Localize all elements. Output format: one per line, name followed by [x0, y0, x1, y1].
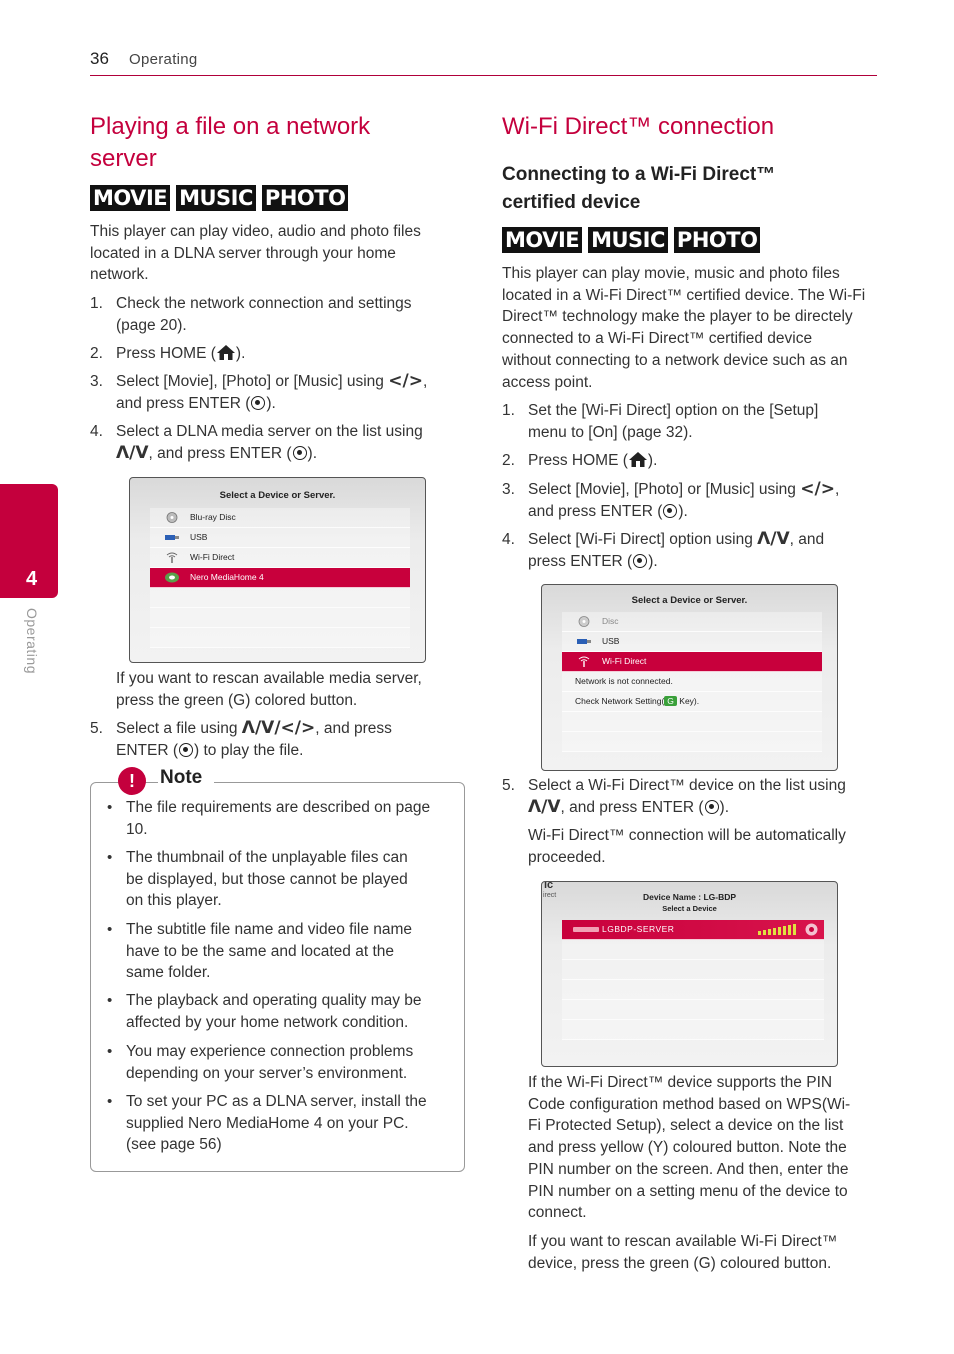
disc-icon: [164, 512, 180, 523]
device-name-header: Device Name : LG-BDP: [642, 892, 737, 902]
signal-strength-icon: [758, 924, 798, 935]
media-badges: [502, 227, 760, 253]
list-item-wifi-direct: Wi-Fi Direct: [150, 548, 410, 568]
list-item-wifi-direct-selected: Wi-Fi Direct: [562, 652, 822, 672]
device-list-screenshot: [129, 477, 426, 663]
device-icon: [572, 924, 600, 935]
note-title: Note: [158, 767, 214, 789]
badge-photo: PHOTO: [674, 227, 761, 253]
status-message: Network is not connected.: [562, 672, 822, 692]
subsection-title: Connecting to a Wi-Fi Direct™ certified device: [502, 164, 776, 213]
wifi-direct-select-screenshot: [541, 584, 838, 771]
media-badges: [90, 185, 348, 211]
up-down-arrows-icon: Λ/V: [528, 796, 561, 817]
server-icon: [164, 572, 180, 583]
badge-music: MUSIC: [176, 185, 256, 211]
left-right-arrows-icon: </>: [800, 479, 835, 499]
rescan-hint-right: If you want to rescan available Wi-Fi Direct™ device, press the green (G) coloured button.: [528, 1233, 838, 1272]
intro-paragraph: This player can play video, audio and photo files located in a DLNA server through your home network.: [90, 223, 421, 284]
screen-header: Select a Device or Server.: [219, 490, 336, 501]
enter-icon: [293, 446, 307, 460]
list-item-nero-selected: Nero MediaHome 4: [150, 568, 410, 588]
list-item-usb: USB: [150, 528, 410, 548]
screen-header: Select a Device or Server.: [631, 595, 748, 606]
section-title-wifi-direct: Wi-Fi Direct™ connection: [502, 113, 775, 140]
intro-paragraph: This player can play movie, music and photo files located in a Wi-Fi Direct™ certified device. The Wi-Fi Direct™ technology make the player to be directely connected to a Wi-Fi Direct™ certified device without connecting to a network device such as an access point.: [502, 265, 866, 391]
badge-photo: PHOTO: [262, 185, 349, 211]
select-device-header: Select a Device: [662, 904, 717, 913]
list-item-disc: Disc: [562, 612, 822, 632]
wifi-icon: [164, 552, 180, 563]
device-row-selected: LGBDP-SERVER: [562, 920, 824, 940]
chapter-number: 4: [26, 568, 38, 590]
home-icon: [628, 451, 648, 468]
enter-icon: [251, 396, 265, 410]
wifi-device-list-screenshot: [541, 881, 838, 1067]
wifi-icon: [576, 656, 592, 667]
all-arrows-icon: Λ/V/</>: [241, 718, 316, 738]
badge-music: MUSIC: [588, 227, 668, 253]
section-title-network: Playing a file on a network server: [90, 113, 371, 172]
header-rule: [90, 75, 877, 76]
up-down-arrows-icon: Λ/V: [757, 529, 790, 549]
usb-icon: [164, 532, 180, 543]
exclamation-icon: !: [118, 767, 146, 795]
enter-icon: [663, 504, 677, 518]
pin-instructions: If the Wi-Fi Direct™ device supports the PIN Code configuration method based on WPS(Wi- Fi Protected Setup), select a device on the list and press yellow (Y) coloured button. Note the PIN number on the screen. And then, enter the PIN number on a setting menu of the device to connect.: [528, 1074, 851, 1222]
list-item-bluray: Blu-ray Disc: [150, 508, 410, 528]
screen-corner-text: ıc: [544, 881, 554, 891]
badge-movie: MOVIE: [90, 185, 170, 211]
rescan-hint-left: If you want to rescan available media server, press the green (G) colored button.: [116, 670, 422, 709]
usb-icon: [576, 636, 592, 647]
up-down-arrows-icon: Λ/V: [116, 442, 149, 463]
green-key-icon: G: [664, 696, 677, 706]
enter-icon: [705, 800, 719, 814]
pin-lock-icon: [805, 923, 818, 936]
network-setting-hint: Check Network Setting( G Key).: [562, 692, 822, 712]
home-icon: [216, 344, 236, 361]
section-name: Operating: [129, 51, 198, 68]
left-right-arrows-icon: </>: [388, 371, 423, 391]
auto-connect-note: Wi-Fi Direct™ connection will be automatically proceeded.: [528, 827, 846, 866]
enter-icon: [179, 743, 193, 757]
badge-movie: MOVIE: [502, 227, 582, 253]
page-number: 36: [90, 49, 109, 68]
chapter-tab: [0, 484, 58, 598]
disc-icon: [576, 616, 592, 627]
screen-corner-label: irect: [543, 892, 557, 899]
chapter-label: Operating: [24, 608, 40, 674]
enter-icon: [633, 554, 647, 568]
list-item-usb: USB: [562, 632, 822, 652]
